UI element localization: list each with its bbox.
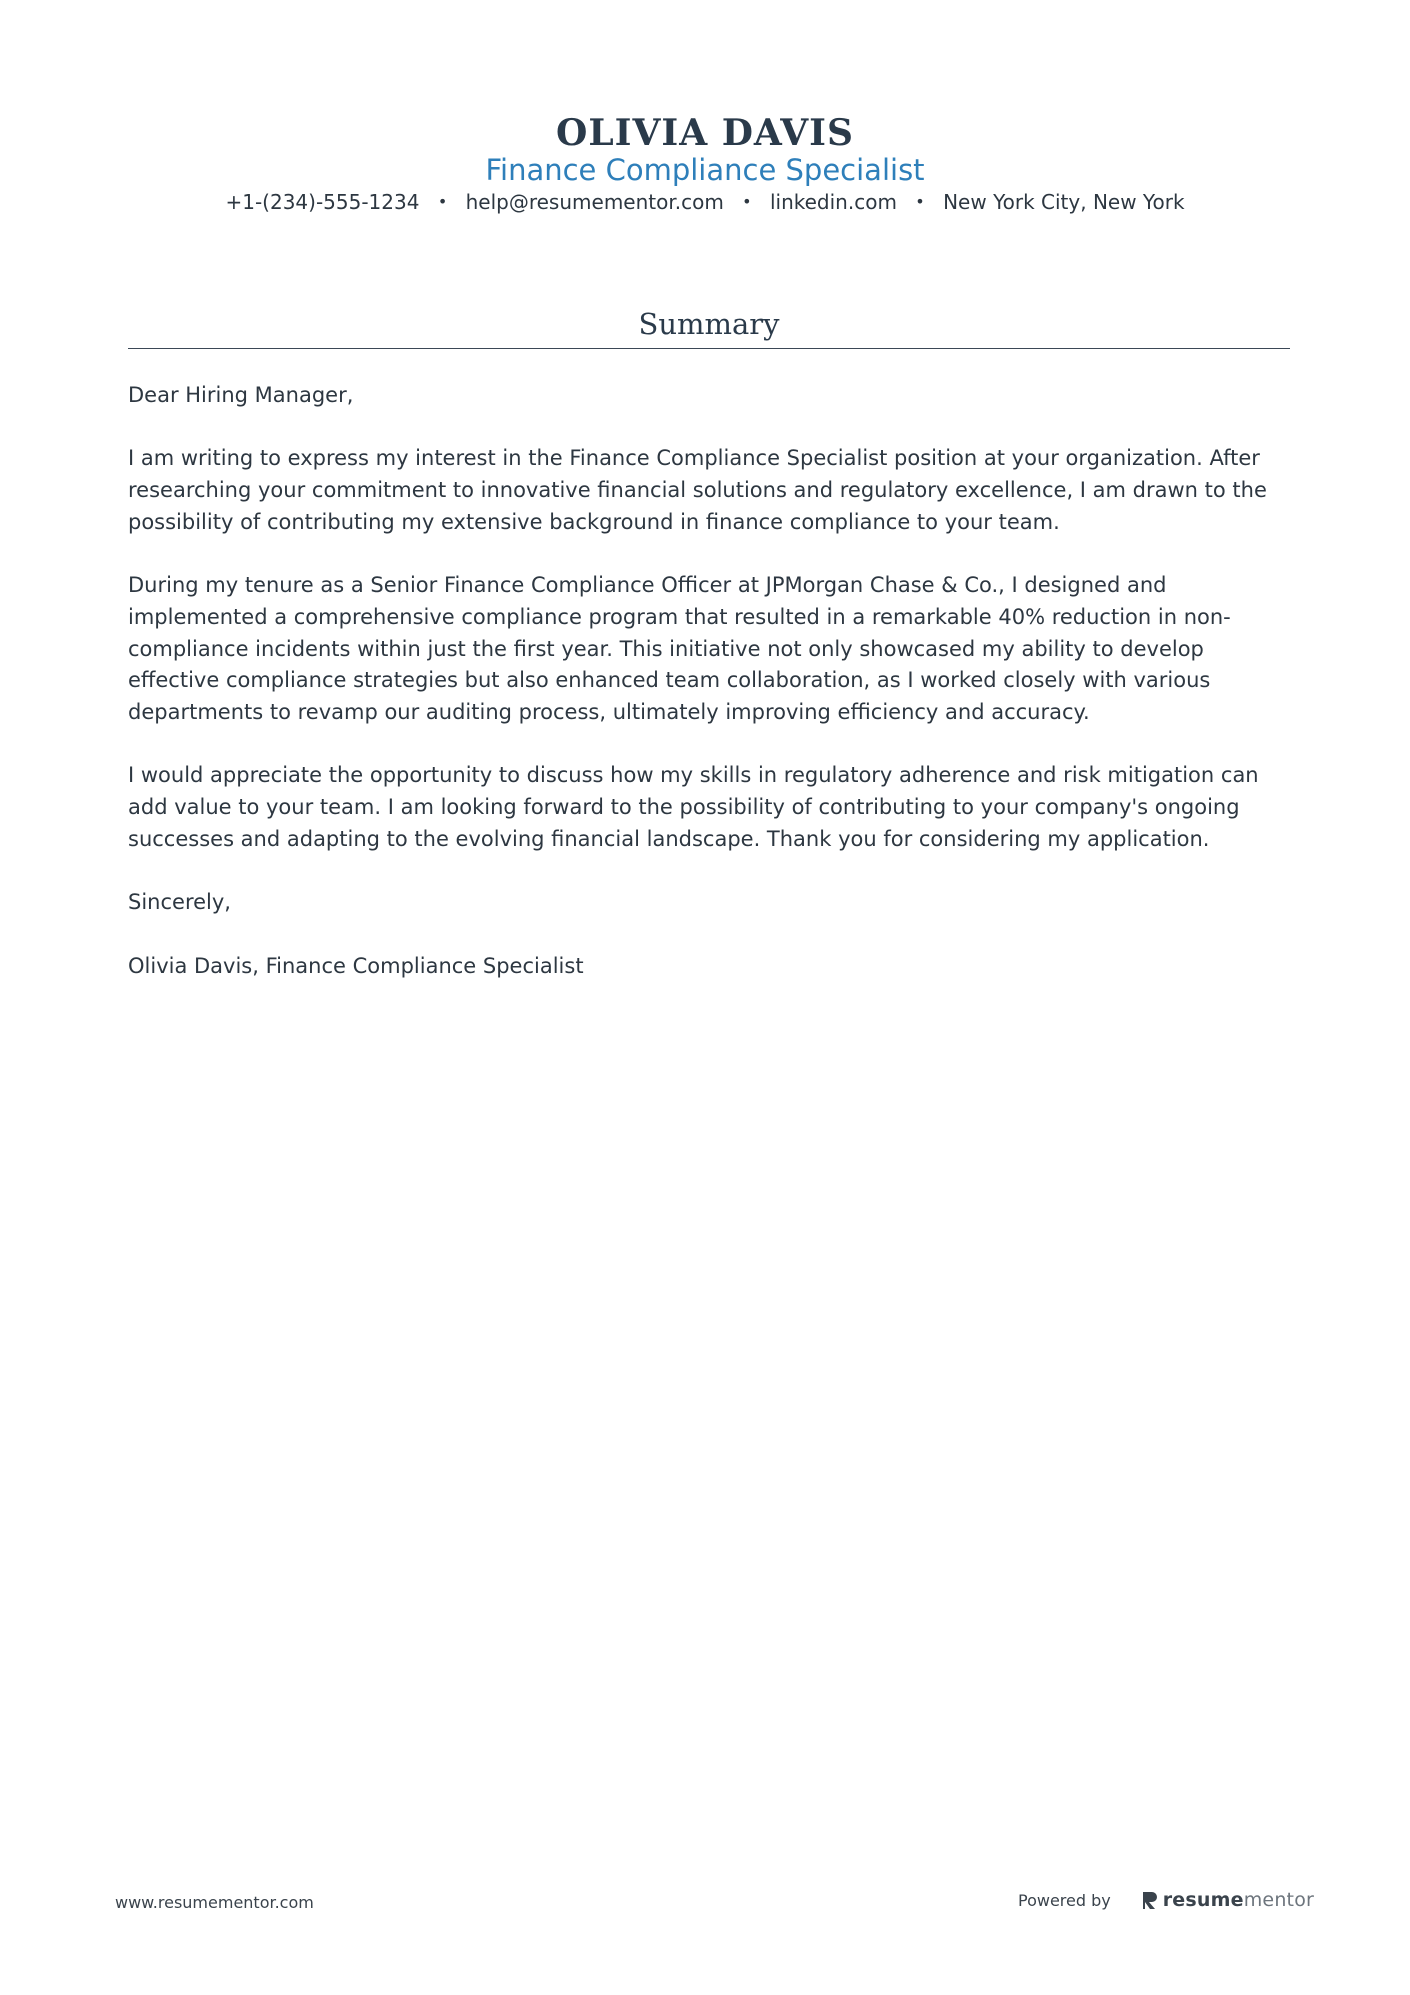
footer-website[interactable]: www.resumementor.com [115, 1893, 314, 1912]
brand-name-bold: resume [1162, 1889, 1244, 1911]
closing: Sincerely, [128, 890, 231, 915]
resumementor-logo-icon [1141, 1890, 1159, 1910]
linkedin-link[interactable]: linkedin.com [769, 190, 897, 214]
location: New York City, New York [943, 190, 1185, 214]
paragraph-closing: I would appreciate the opportunity to discuss how my skills in regulatory adherence and risk mitigation can add value to your team. I am looking forward to the possibility of contributing to your company's ongoing successes and adapting to the evolving financial landscape. Thank you for considering my application. [128, 763, 1259, 851]
candidate-name: OLIVIA DAVIS [555, 112, 855, 154]
job-title: Finance Compliance Specialist [485, 153, 925, 187]
section-title: Summary [638, 307, 780, 341]
resume-header [0, 112, 1410, 216]
powered-by-label: Powered by [1018, 1890, 1111, 1910]
phone-number: +1-(234)-555-1234 [225, 190, 420, 214]
paragraph-experience: During my tenure as a Senior Finance Compliance Officer at JPMorgan Chase & Co., I designed and implemented a comprehensive compliance program that resulted in a remarkable 40% reduction in non-compliance incidents within just the first year. This initiative not only showcased my ability to develop effective compliance strategies but also enhanced team collaboration, as I worked closely with various departments to revamp our auditing process, ultimately improving efficiency and accuracy. [128, 573, 1231, 724]
summary-section-header [128, 302, 1290, 349]
section-divider [128, 348, 1290, 349]
contact-line [0, 188, 1410, 216]
footer-powered-by [1018, 1889, 1314, 1911]
separator-dot: • [915, 192, 925, 211]
email-address[interactable]: help@resumementor.com [465, 190, 724, 214]
salutation: Dear Hiring Manager, [128, 383, 354, 407]
cover-letter-body [128, 380, 1290, 1014]
separator-dot: • [742, 192, 752, 211]
paragraph-intro: I am writing to express my interest in the Finance Compliance Specialist position at your organization. After researching your commitment to innovative financial solutions and regulatory excellence, I am drawn to the possibility of contributing my extensive background in finance compliance to your team. [128, 446, 1267, 534]
brand-logo[interactable] [1141, 1889, 1314, 1911]
signature: Olivia Davis, Finance Compliance Specialist [128, 953, 584, 978]
brand-name-light: mentor [1243, 1889, 1315, 1911]
separator-dot: • [437, 192, 448, 211]
